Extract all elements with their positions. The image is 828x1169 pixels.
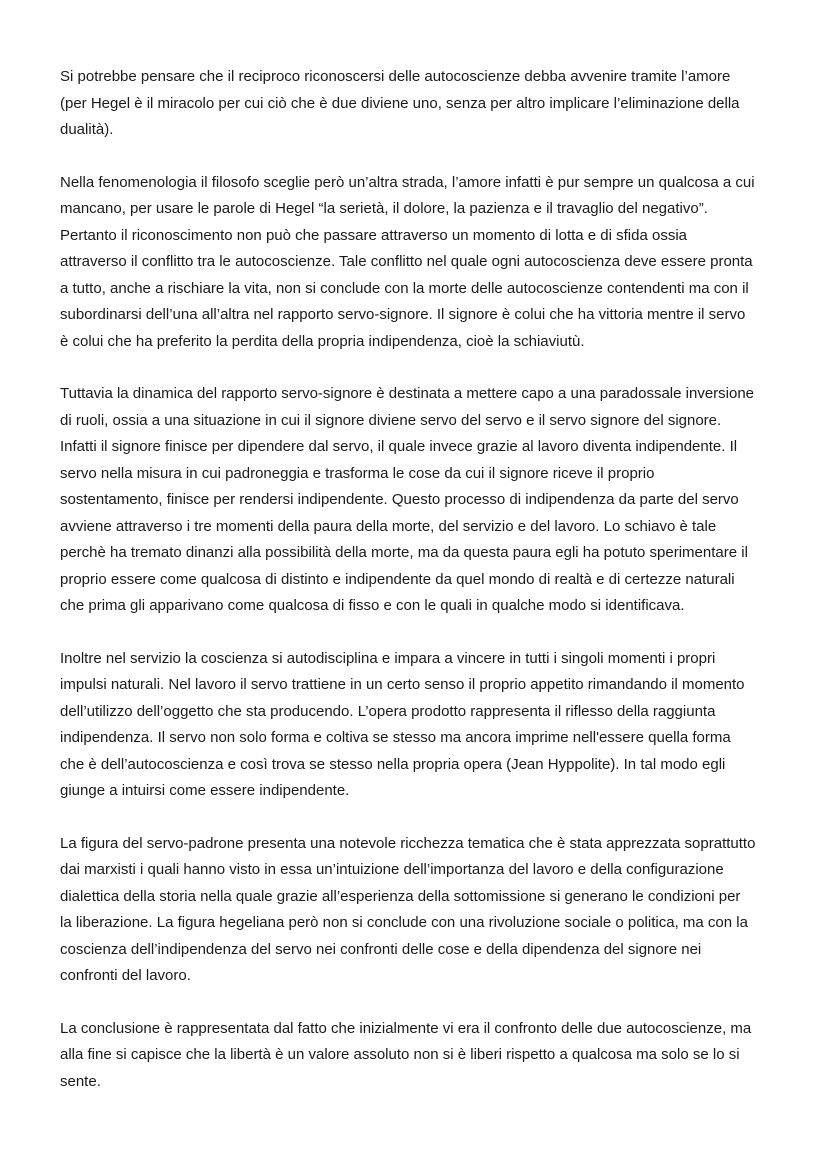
paragraph-conclusion: La conclusione è rappresentata dal fatto che inizialmente vi era il confronto delle due autocoscienze, ma alla fine si capisce che la libertà è un valore assoluto non si è liberi rispetto a qualcosa ma solo se lo si sente.	[60, 1019, 752, 1090]
paragraph-master-slave-inversion: Tuttavia la dinamica del rapporto servo-signore è destinata a mettere capo a una paradossale inversione di ruoli, ossia a una situazione in cui il signore diviene servo del servo e il servo signore del signore. Infatti il signore finisce per dipendere dal servo, il quale invece grazie al lavoro diventa indipendente. Il servo nella misura in cui padroneggia e trasforma le cose da cui il signore riceve il proprio sostentamento, finisce per rendersi indipendente. Questo processo di indipendenza da parte del servo avviene attraverso i tre momenti della paura della morte, del servizio e del lavoro. Lo schiavo è tale perchè ha tremato dinanzi alla possibilità della morte, ma da questa paura egli ha potuto sperimentare il proprio essere come qualcosa di distinto e indipendente da quel mondo di realtà e di certezze naturali che prima gli apparivano come qualcosa di fisso e con le quali in qualche modo si identificava.	[60, 385, 755, 614]
paragraph-struggle-conflict: Nella fenomenologia il filosofo sceglie però un’altra strada, l’amore infatti è pur sempre un qualcosa a cui mancano, per usare le parole di Hegel “la serietà, il dolore, la pazienza e il travaglio del negativo”. Pertanto il riconoscimento non può che passare attraverso un momento di lotta e di sfida ossia attraverso il conflitto tra le autocoscienze. Tale conflitto nel quale ogni autocoscienza deve essere pronta a tutto, anche a rischiare la vita, non si conclude con la morte delle autocoscienze contendenti ma con il subordinarsi dell’una all’altra nel rapporto servo-signore. Il signore è colui che ha vittoria mentre il servo è colui che ha preferito la perdita della propria indipendenza, cioè la schiaviutù.	[60, 173, 755, 350]
paragraph-love-recognition: Si potrebbe pensare che il reciproco riconoscersi delle autocoscienze debba avvenire tramite l’amore (per Hegel è il miracolo per cui ciò che è due diviene uno, senza per altro implicare l’eliminazione della dualità).	[60, 68, 740, 138]
paragraph-service-and-work: Inoltre nel servizio la coscienza si autodisciplina e impara a vincere in tutti i singoli momenti i propri impulsi naturali. Nel lavoro il servo trattiene in un certo senso il proprio appetito rimandando il momento dell’utilizzo dell’oggetto che sta producendo. L’opera prodotto rappresenta il riflesso della raggiunta indipendenza. Il servo non solo forma e coltiva se stesso ma ancora imprime nell'essere quella forma che è dell’autocoscienza e così trova se stesso nella propria opera (Jean Hyppolite). In tal modo egli giunge a intuirsi come essere indipendente.	[60, 649, 745, 799]
document-body	[60, 64, 780, 1121]
paragraph-marxist-reading: La figura del servo-padrone presenta una notevole ricchezza tematica che è stata apprezzata soprattutto dai marxisti i quali hanno visto in essa un’intuizione dell’importanza del lavoro e della configurazione dialettica della storia nella quale grazie all’esperienza della sottomissione si generano le condizioni per la liberazione. La figura hegeliana però non si conclude con una rivoluzione sociale o politica, ma con la coscienza dell’indipendenza del servo nei confronti delle cose e della dipendenza del signore nei confronti del lavoro.	[60, 834, 756, 984]
